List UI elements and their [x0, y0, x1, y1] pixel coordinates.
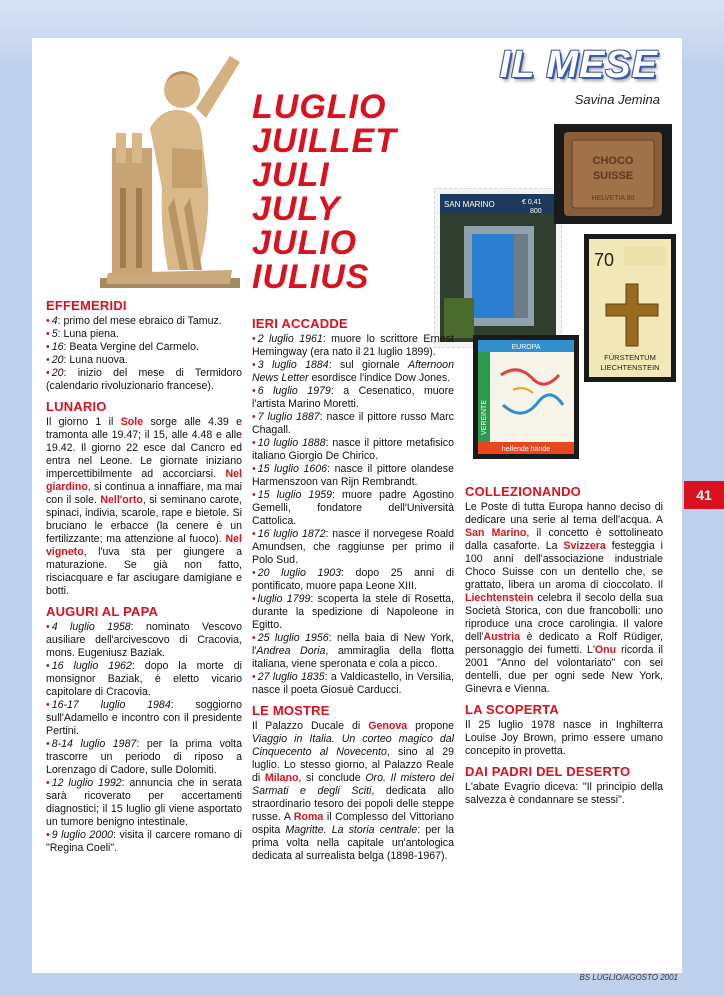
padri-text: L'abate Evagrio diceva: "Il principio della salvezza è condannare se stessi".: [465, 781, 663, 806]
section-heading: LA SCOPERTA: [465, 702, 559, 717]
section-heading: LUNARIO: [46, 399, 107, 414]
author-name: Savina Jemina: [574, 92, 660, 107]
list-item: • 16 luglio 1962: dopo la morte di monsignor Baziak, è eletto vicario capitolare di Cracovia.: [46, 660, 242, 698]
list-item: • 8-14 luglio 1987: per la prima volta trascorre un periodo di riposo a Lorenzago di Cadore, sulle Dolomiti.: [46, 738, 242, 776]
list-item: • 10 luglio 1888: nasce il pittore metafisico italiano Giorgio De Chirico.: [252, 437, 454, 462]
list-item: • 20 luglio 1903: dopo 25 anni di pontificato, muore papa Leone XIII.: [252, 567, 454, 592]
list-item: • 20: inizio del mese di Termidoro (calendario rivoluzionario francese).: [46, 367, 242, 392]
stamp-country: SAN MARINO: [444, 200, 495, 209]
magazine-page: [32, 38, 682, 973]
stamp-value: 800: [530, 208, 542, 215]
list-item: • 9 luglio 2000: visita il carcere romano di "Regina Coeli".: [46, 829, 242, 854]
month-name: JULI: [252, 156, 330, 194]
month-name: JULY: [252, 190, 341, 228]
month-name: JUILLET: [252, 122, 397, 160]
section-heading: LE MOSTRE: [252, 703, 330, 718]
list-item: • 15 luglio 1606: nasce il pittore olandese Harmenszoon van Rijn Rembrandt.: [252, 463, 454, 488]
scoperta-text: Il 25 luglio 1978 nasce in Inghilterra Louise Joy Brown, primo essere umano concepito in provetta.: [465, 719, 663, 757]
stamp-text: SUISSE: [592, 170, 634, 182]
column-left: [46, 292, 242, 855]
list-item: • 15 luglio 1959: muore padre Agostino Gemelli, fondatore dell'Università Cattolica.: [252, 489, 454, 527]
lunario-text: Il giorno 1 il Sole sorge alle 4.39 e tramonta alle 19.47; il 15, alle 4.48 e alle 19.42. Il giorno 22 esce dal Cancro ed entra nel Leone. Le giornate iniziano impercettibilmente ad accorciarsi. Nel giardino, si continua a innaffiare, ma mai con il sole. Nell'orto, si seminano carote, spinaci, indivia, scarole, rape e bietole. Si bruciano le erbacce (la cenere è un fertilizzante; ma attenzione al fuoco). Nel vigneto, l'uva sta per giungere a maturazione. Se già non fatto, risciacquare e far asciugare damigiane e botti.: [46, 416, 243, 597]
list-item: • 16-17 luglio 1984: soggiorno sull'Adamello e incontro con il presidente Pertini.: [46, 699, 242, 737]
stamp-text: VEREINTE: [481, 399, 488, 435]
list-item: • 12 luglio 1992: annuncia che in serata sarà ricoverato per accertamenti diagnostici; il 15 luglio gli viene asportato un tumore benigno intestinale.: [46, 777, 242, 828]
list-item: • 16: Beata Vergine del Carmelo.: [46, 341, 199, 353]
stamp-text: LIECHTENSTEIN: [600, 363, 660, 372]
column-right: [465, 478, 663, 807]
stamp-text: CHOCO: [592, 155, 634, 167]
section-title: IL MESE: [499, 44, 658, 86]
page-footer: BS LUGLIO/AGOSTO 2001: [579, 973, 678, 982]
month-names: [252, 90, 397, 294]
list-item: • 16 luglio 1872: nasce il norvegese Roald Amundsen, che raggiunse per primo il Polo Sud.: [252, 528, 454, 566]
list-item: • 2 luglio 1961: muore lo scrittore Ernest Hemingway (era nato il 21 luglio 1899).: [252, 333, 454, 358]
month-name: LUGLIO: [252, 88, 387, 126]
list-item: • 5: Luna piena.: [46, 328, 119, 340]
list-item: • 4: primo del mese ebraico di Tamuz.: [46, 315, 222, 327]
section-heading: IERI ACCADDE: [252, 316, 348, 331]
list-item: • 6 luglio 1979: a Cesenatico, muore l'artista Marino Moretti.: [252, 385, 454, 410]
section-heading: AUGURI AL PAPA: [46, 604, 159, 619]
europa-stamp: [473, 335, 579, 459]
page-number-tab: 41: [684, 481, 724, 509]
liechtenstein-stamp: [584, 234, 676, 382]
list-item: • 27 luglio 1835: a Valdicastello, in Versilia, nasce il poeta Giosuè Carducci.: [252, 671, 454, 696]
section-heading: EFFEMERIDI: [46, 298, 127, 313]
list-item: • 25 luglio 1956: nella baia di New York, l'Andrea Doria, ammiraglia della flotta italiana, viene speronata e cola a picco.: [252, 632, 454, 670]
list-item: • 3 luglio 1884: sul giornale Afternoon News Letter esordisce l'indice Dow Jones.: [252, 359, 454, 384]
stamp-text: helfende hände: [501, 446, 551, 453]
month-name: JULIO: [252, 224, 358, 262]
list-item: • 20: Luna nuova.: [46, 354, 128, 366]
stamp-text: EUROPA: [511, 344, 541, 351]
sculpture-illustration: [90, 38, 250, 288]
section-heading: DAI PADRI DEL DESERTO: [465, 764, 631, 779]
choco-suisse-stamp: [554, 124, 672, 224]
collezionando-text: Le Poste di tutta Europa hanno deciso di dedicare una serie al tema dell'acqua. A San Marino, il concetto è sottolineato dalla casaforte. La Svizzera festeggia i 100 anni dell'associazione industriale Choco Suisse con un dentello che, se grattato, libera un aroma di cioccolato. Il Liechtenstein celebra il secolo della sua Società Storica, con due francobolli: uno riproduce una croce carolingia. Il valore dell'Austria è dedicato a Rolf Rüdiger, personaggio dei fumetti. L'Onu ricorda il 2001 "Anno del volontariato" con sei dentelli, due per ogni sede New York, Ginevra e Vienna.: [465, 501, 663, 695]
list-item: • 7 luglio 1887: nasce il pittore russo Marc Chagall.: [252, 411, 454, 436]
stamp-value: 70: [594, 250, 615, 270]
list-item: • 4 luglio 1958: nominato Vescovo ausiliare dell'arcivescovo di Cracovia, mons. Eugeniusz Baziak.: [46, 621, 242, 659]
stamp-value: € 0,41: [522, 199, 542, 206]
mostre-text: Il Palazzo Ducale di Genova propone Viaggio in Italia. Un corteo magico dal Cinquecento al Novecento, sino al 29 luglio. Lo stesso giorno, al Palazzo Reale di Milano, si conclude Oro. Il mistero dei Sarmati e degli Sciti, dedicata allo straordinario tesoro dei popoli delle steppe russe. A Roma il Complesso del Vittoriano ospita Magritte. La storia centrale: per la prima volta nella capitale un'antologica dedicata al surrealista belga (1898-1967).: [252, 720, 454, 862]
column-middle: [252, 310, 454, 863]
list-item: • luglio 1799: scoperta la stele di Rosetta, durante la spedizione di Napoleone in Egitto.: [252, 593, 454, 631]
section-heading: COLLEZIONANDO: [465, 484, 581, 499]
stamp-text: FÜRSTENTUM: [604, 353, 656, 362]
month-name: IULIUS: [252, 258, 370, 296]
stamp-text: HELVETIA 90: [591, 195, 635, 202]
